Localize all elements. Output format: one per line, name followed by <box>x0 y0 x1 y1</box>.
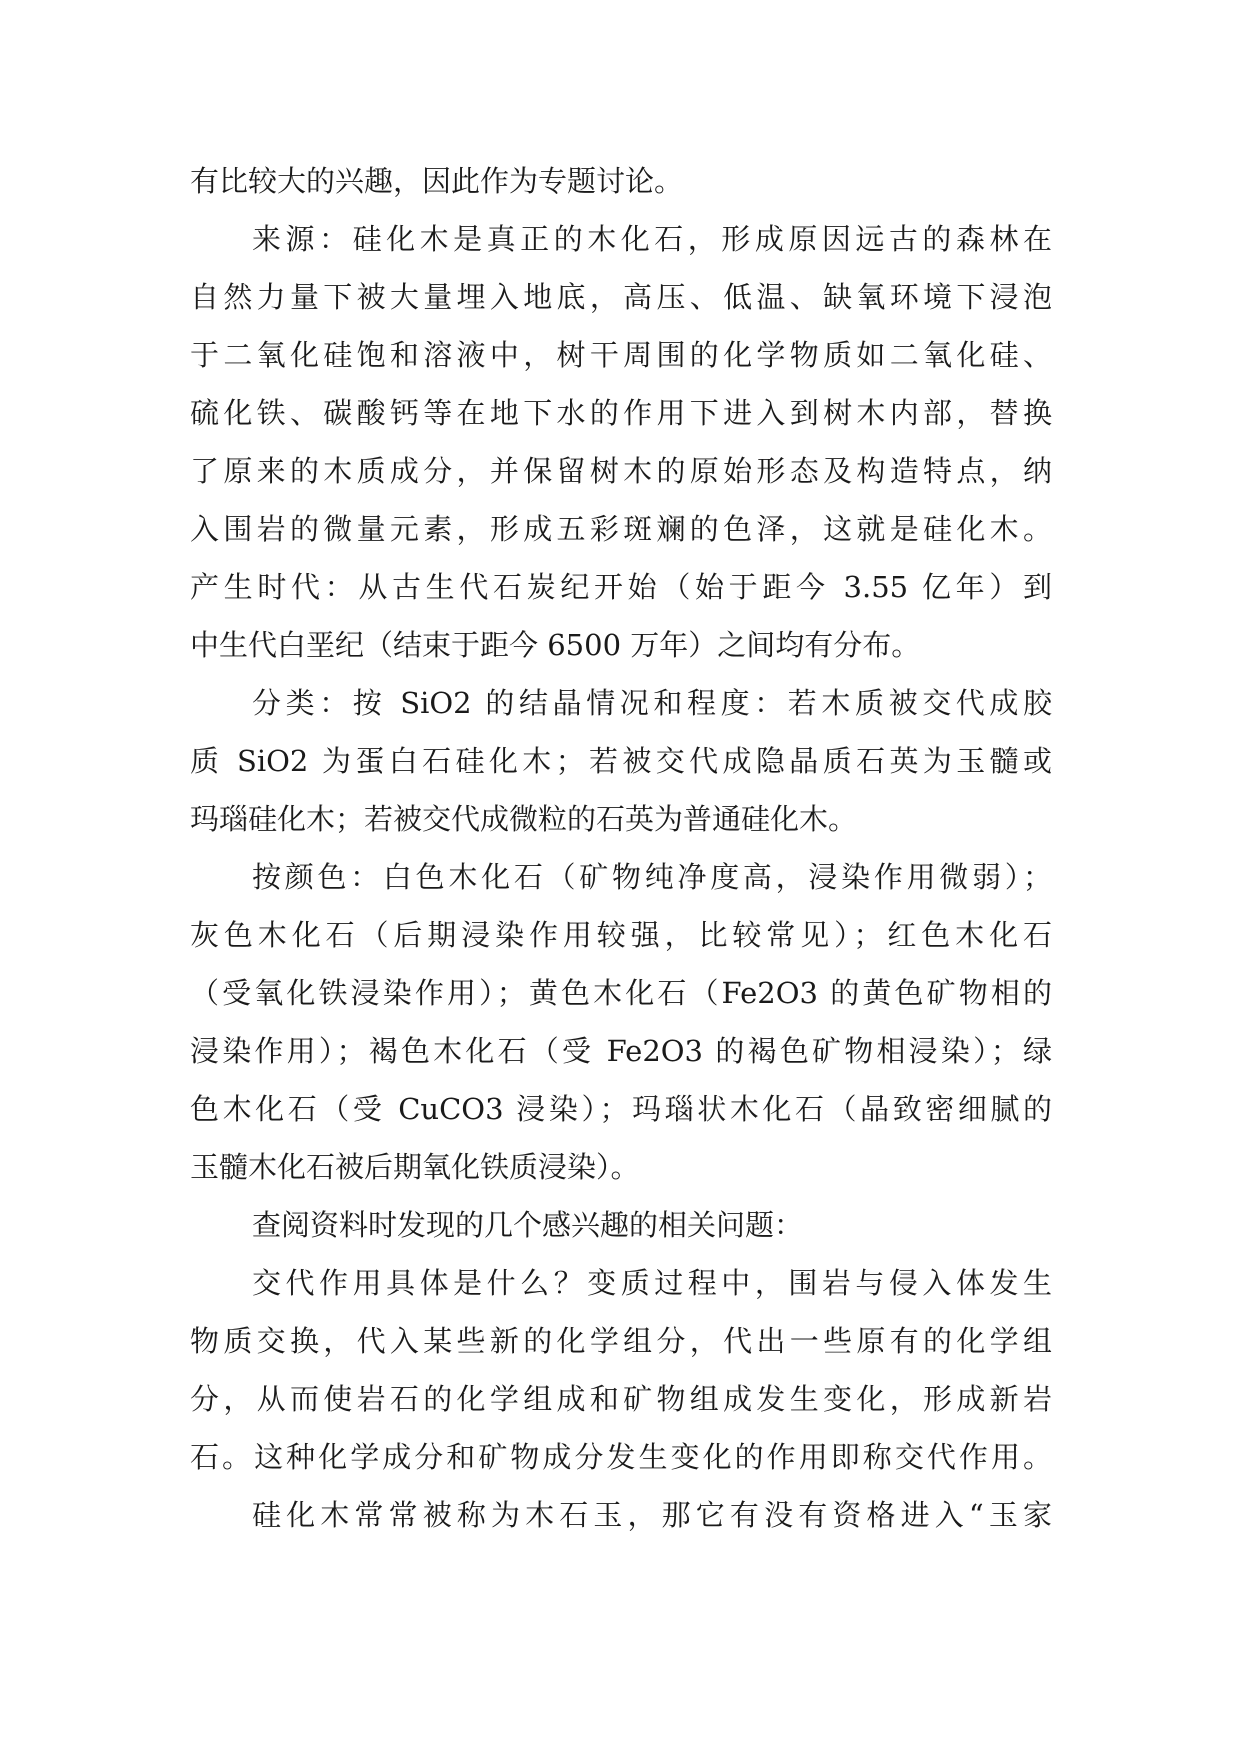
text-line: 查阅资料时发现的几个感兴趣的相关问题： <box>252 1208 804 1242</box>
text-line: 分，从而使岩石的化学组成和矿物组成发生变化，形成新岩 <box>190 1382 1052 1416</box>
text-line: 质 SiO2 为蛋白石硅化木；若被交代成隐晶质石英为玉髓或 <box>190 744 1052 778</box>
text-line: 入围岩的微量元素，形成五彩斑斓的色泽，这就是硅化木。 <box>190 512 1052 546</box>
text-line: 色木化石（受 CuCO3 浸染）；玛瑙状木化石（晶致密细腻的 <box>190 1092 1052 1126</box>
text-line: （受氧化铁浸染作用）；黄色木化石（Fe2O3 的黄色矿物相的 <box>190 976 1052 1010</box>
text-line: 有比较大的兴趣，因此作为专题讨论。 <box>190 164 684 198</box>
text-line: 产生时代：从古生代石炭纪开始（始于距今 3.55 亿年）到 <box>190 570 1052 604</box>
text-line: 交代作用具体是什么？变质过程中，围岩与侵入体发生 <box>252 1266 1052 1300</box>
body-text <box>190 152 1052 1544</box>
text-line: 玉髓木化石被后期氧化铁质浸染）。 <box>190 1150 640 1184</box>
text-line: 硫化铁、碳酸钙等在地下水的作用下进入到树木内部，替换 <box>190 396 1052 430</box>
text-line: 自然力量下被大量埋入地底，高压、低温、缺氧环境下浸泡 <box>190 280 1052 314</box>
text-line: 了原来的木质成分，并保留树木的原始形态及构造特点，纳 <box>190 454 1052 488</box>
text-line: 中生代白垩纪（结束于距今 6500 万年）之间均有分布。 <box>190 628 921 662</box>
text-line: 玛瑙硅化木；若被交代成微粒的石英为普通硅化木。 <box>190 802 858 836</box>
text-line: 硅化木常常被称为木石玉，那它有没有资格进入“玉家 <box>252 1498 1052 1532</box>
text-line: 于二氧化硅饱和溶液中，树干周围的化学物质如二氧化硅、 <box>190 338 1052 372</box>
text-line: 来源：硅化木是真正的木化石，形成原因远古的森林在 <box>252 222 1052 256</box>
text-line: 按颜色：白色木化石（矿物纯净度高，浸染作用微弱）； <box>252 860 1052 894</box>
text-line: 石。这种化学成分和矿物成分发生变化的作用即称交代作用。 <box>190 1440 1052 1474</box>
text-line: 灰色木化石（后期浸染作用较强，比较常见）；红色木化石 <box>190 918 1052 952</box>
text-line: 分类：按 SiO2 的结晶情况和程度：若木质被交代成胶 <box>252 686 1052 720</box>
text-line: 物质交换，代入某些新的化学组分，代出一些原有的化学组 <box>190 1324 1052 1358</box>
text-line: 浸染作用）；褐色木化石（受 Fe2O3 的褐色矿物相浸染）；绿 <box>190 1034 1052 1068</box>
